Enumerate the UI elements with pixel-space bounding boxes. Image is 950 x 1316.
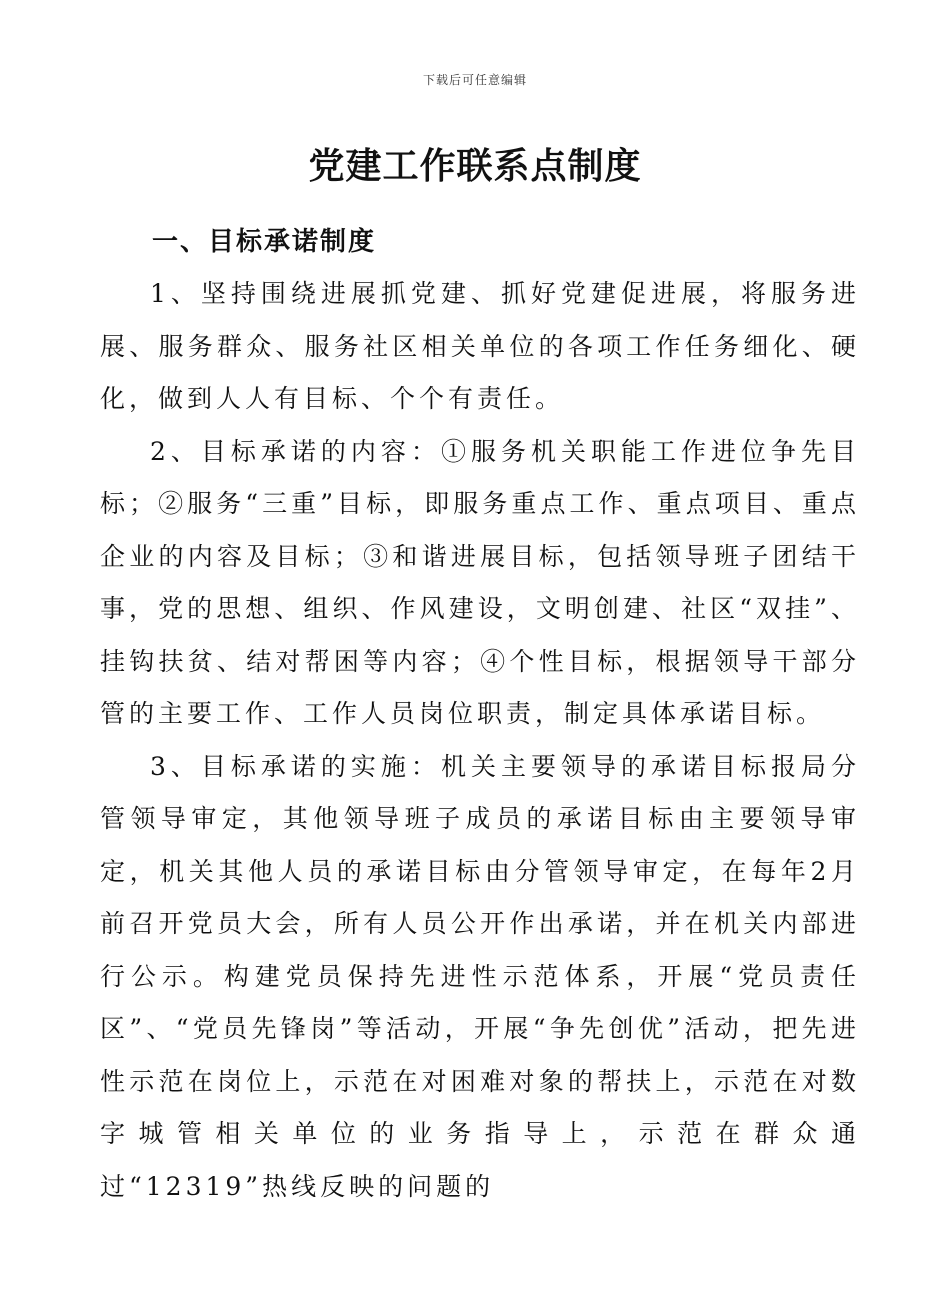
paragraph-2: 2、目标承诺的内容：①服务机关职能工作进位争先目标；②服务“三重”目标，即服务重点工作、重点项目、重点企业的内容及目标；③和谐进展目标，包括领导班子团结干事，党的思想、组织、作风建设，文明创建、社区“双挂”、挂钩扶贫、结对帮困等内容；④个性目标，根据领导干部分管的主要工作、工作人员岗位职责，制定具体承诺目标。 bbox=[100, 436, 860, 728]
body-text bbox=[100, 268, 860, 1213]
section-heading: 一、目标承诺制度 bbox=[152, 227, 377, 257]
document-title: 党建工作联系点制度 bbox=[308, 146, 642, 187]
paragraph-1: 1、坚持围绕进展抓党建、抓好党建促进展，将服务进展、服务群众、服务社区相关单位的各项工作任务细化、硬化，做到人人有目标、个个有责任。 bbox=[100, 279, 860, 413]
paragraph-3: 3、目标承诺的实施：机关主要领导的承诺目标报局分管领导审定，其他领导班子成员的承诺目标由主要领导审定，机关其他人员的承诺目标由分管领导审定，在每年2月前召开党员大会，所有人员公开作出承诺，并在机关内部进行公示。构建党员保持先进性示范体系，开展“党员责任区”、“党员先锋岗”等活动，开展“争先创优”活动，把先进性示范在岗位上，示范在对困难对象的帮扶上，示范在对数字城管相关单位的业务指导上，示范在群众通过“12319”热线反映的问题的 bbox=[100, 751, 860, 1201]
header-note: 下载后可任意编辑 bbox=[422, 73, 527, 87]
